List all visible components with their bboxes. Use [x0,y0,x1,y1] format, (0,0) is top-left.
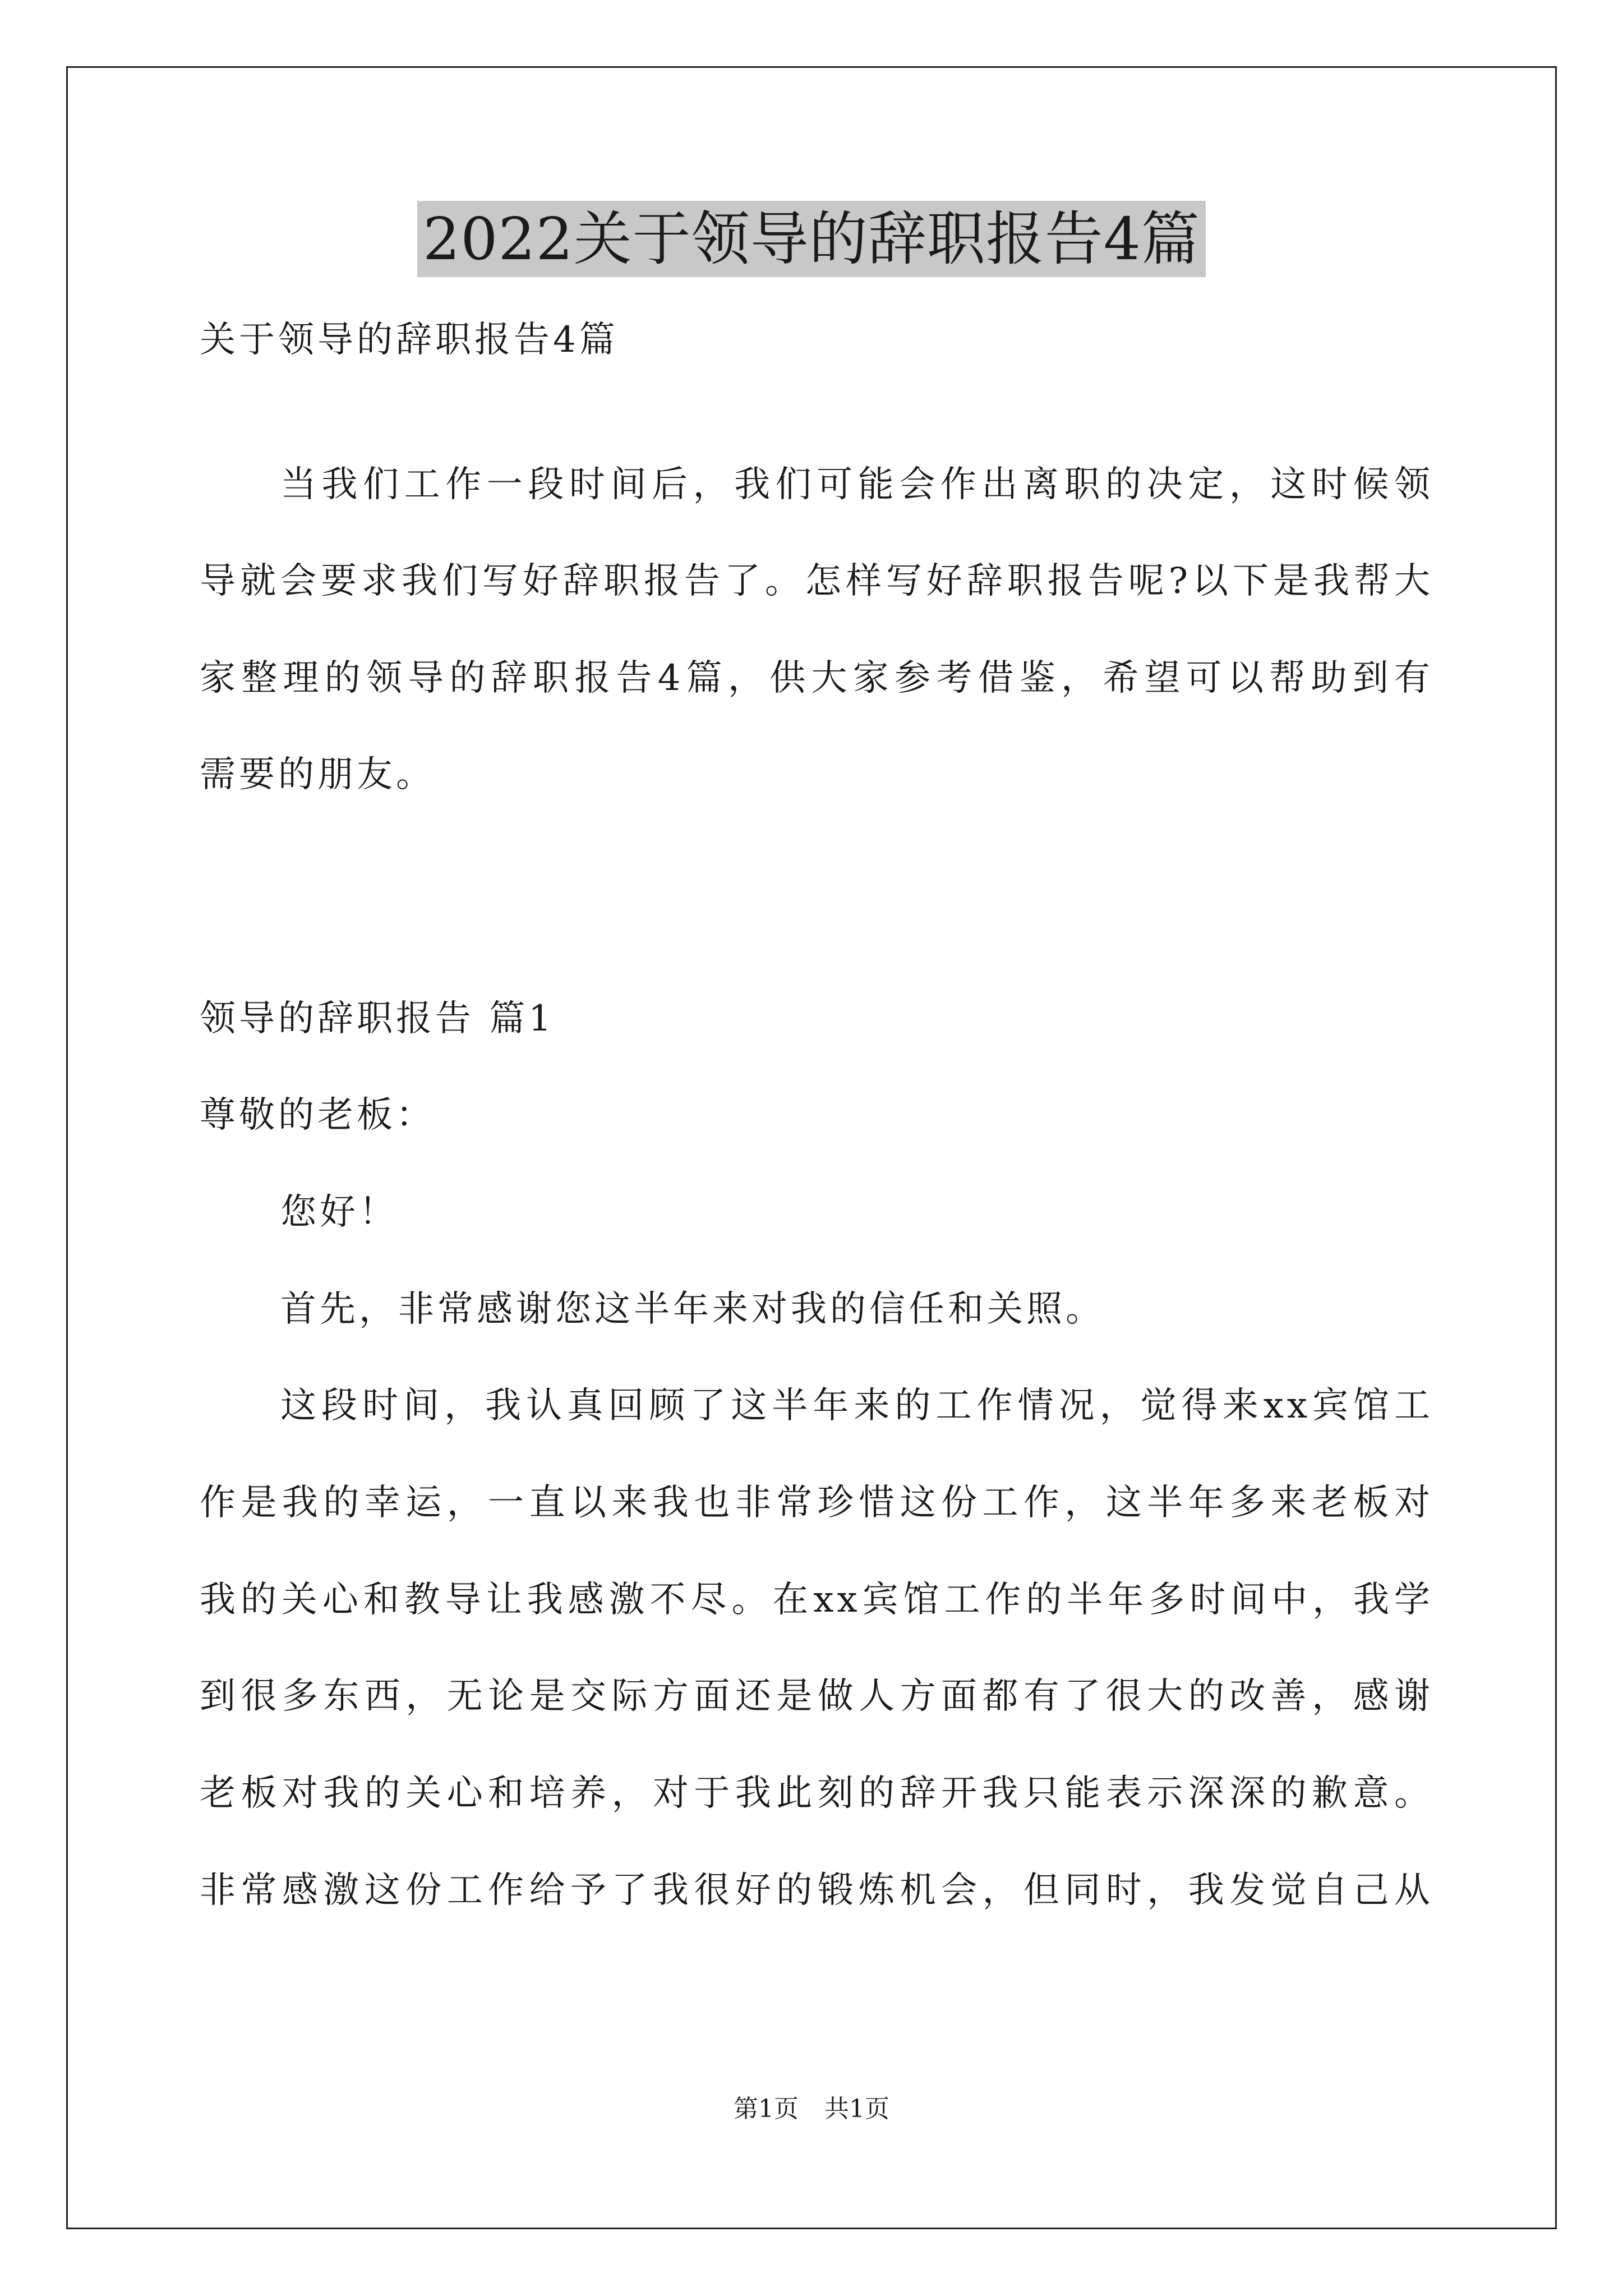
paragraph-2-line: 作是我的幸运，一直以来我也非常珍惜这份工作，这半年多来老板对 [200,1482,1433,1524]
paragraph-1: 首先，非常感谢您这半年来对我的信任和关照。 [280,1289,1105,1330]
paragraph-2-line: 这段时间，我认真回顾了这半年来的工作情况，觉得来xx宾馆工 [280,1385,1433,1427]
salutation: 尊敬的老板： [200,1094,435,1136]
intro-line: 当我们工作一段时间后，我们可能会作出离职的决定，这时候领 [280,464,1433,505]
paragraph-2-line: 非常感激这份工作给予了我很好的锻炼机会，但同时，我发觉自己从 [200,1870,1433,1911]
intro-line: 家整理的领导的辞职报告4篇，供大家参考借鉴，希望可以帮助到有 [200,657,1433,699]
document-title: 2022关于领导的辞职报告4篇 [417,201,1206,277]
page-footer [0,2092,1623,2126]
section-heading: 领导的辞职报告 篇1 [200,998,555,1039]
greeting: 您好！ [280,1191,398,1233]
title-wrap [0,201,1623,277]
paragraph-2-line: 我的关心和教导让我感激不尽。在xx宾馆工作的半年多时间中，我学 [200,1579,1433,1621]
intro-line: 导就会要求我们写好辞职报告了。怎样写好辞职报告呢?以下是我帮大 [200,560,1433,602]
page-number: 第1页 [734,2095,799,2123]
paragraph-2-line: 老板对我的关心和培养，对于我此刻的辞开我只能表示深深的歉意。 [200,1773,1433,1814]
page-total: 共1页 [824,2095,889,2123]
intro-line: 需要的朋友。 [200,754,435,795]
document-subtitle: 关于领导的辞职报告4篇 [200,319,619,361]
paragraph-2-line: 到很多东西，无论是交际方面还是做人方面都有了很大的改善，感谢 [200,1676,1433,1717]
